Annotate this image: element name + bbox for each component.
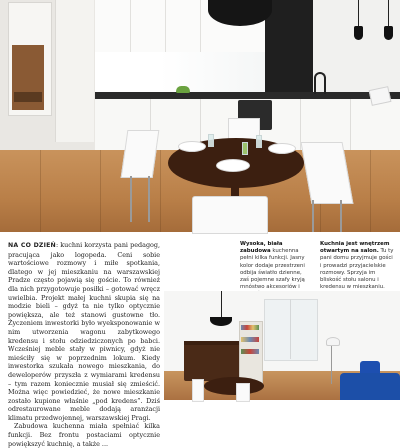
paragraph-2: Zabudowa kuchenna miała spełniać kilka funkcji. Bez frontu postaciami optycznie powiększyć kuchnię, a także ... <box>8 422 160 448</box>
glass <box>256 135 262 148</box>
front-chair <box>192 196 268 234</box>
cabinet-seam <box>165 0 166 52</box>
article-body <box>8 241 160 448</box>
pendant-lamp <box>384 26 393 40</box>
window-mullion <box>290 299 291 359</box>
glass <box>208 134 214 147</box>
books <box>241 325 259 330</box>
black-countertop <box>95 92 400 99</box>
floor-lamp <box>326 337 340 346</box>
alcove-shelf <box>14 92 42 102</box>
paragraph-1 <box>8 241 160 422</box>
blue-sofa <box>340 373 400 400</box>
chair-leg <box>148 176 150 222</box>
flower-vase <box>242 142 248 155</box>
paragraph-1-text: : kuchni korzysta pani pedagog, pracująca jako logopeda. Ceni sobie wartościowe rozmowy i miłe spotkania, dlatego w jej mieszkaniu na warszawskiej Pradze często pojawią się goście. To również dla nich przygotowuje posiłki – gotować wręcz uwielbia. Projekt małej kuchni skupia się na modzie bieli – gdyż ta nie tylko optycznie powiększa, ale też stanowi gustowne tło. Życzeniem inwestorki było wyeksponowanie w nim utworzenia wagonu zabytkowego kredensu i stołu odziedziczonych po babci. Wcześniej meble stały w piwnicy, gdyż nie mieściły się w poprzednim lokum. Kiedy inwestorka szukała nowego mieszkania, do deweloperów przyszła z wymiarami kredensu – tym razem koniecznie musiał się zmieścić. Można więc powiedzieć, że nowe mieszkanie zostało kupione właśnie „pod kredens”. Dziś odrestaurowane meble dodają aranżacji klimatu przedwojennej, warszawskiej Pragi. <box>8 241 160 422</box>
pendant-cord <box>358 0 359 28</box>
white-column <box>55 0 94 142</box>
sideboard-top <box>184 341 239 345</box>
floor-plank <box>370 150 371 232</box>
plant-bowl <box>176 86 190 93</box>
floor-plank <box>40 150 41 232</box>
floor-plank <box>100 150 101 232</box>
chair <box>192 379 204 402</box>
floor-plank <box>160 150 161 232</box>
window <box>264 299 318 361</box>
black-tall-cabinet <box>265 0 313 95</box>
caption-1-title: Wysoka, biała zabudowa <box>240 241 283 255</box>
plate <box>178 141 206 152</box>
chair <box>121 130 160 178</box>
cabinet-seam <box>350 99 351 157</box>
round-table <box>204 377 264 395</box>
caption-1-body: kuchenna pełni kilka funkcji. Jasny kolor dodaje przestrzeni odbija światło dzienne, zaś pojemne szafy kryją mnóstwo akcesoriów i <box>240 248 305 291</box>
right-wall <box>313 0 400 92</box>
faucet <box>314 72 326 94</box>
antique-sideboard <box>184 341 239 381</box>
caption-2-body: Tu ty pani domu przyjmuje gości i prowadzi przyjacielskie rozmowy. Sprzyja im bliskość stołu salonu i kredensu w mieszkaniu. <box>320 248 394 291</box>
photo-caption-2 <box>320 241 394 291</box>
window-light <box>160 52 270 92</box>
cabinet-seam <box>200 0 201 52</box>
cabinet-seam <box>130 0 131 52</box>
chair <box>236 383 250 402</box>
pendant-cord <box>388 0 389 28</box>
caption-2-title: Kuchnia jest wnętrzem otwartym na salon. <box>320 241 390 255</box>
living-room-photo <box>164 291 400 400</box>
chair-leg <box>130 176 132 222</box>
pendant-lamp <box>354 26 363 40</box>
chair-leg <box>340 200 342 232</box>
books <box>241 349 259 354</box>
books <box>241 337 259 342</box>
plate <box>216 159 250 172</box>
floor-lamp-pole <box>331 344 332 384</box>
plate <box>268 143 296 154</box>
lamp-cord <box>221 291 222 317</box>
chair-leg <box>312 200 314 232</box>
lead-label: NA CO DZIEŃ <box>8 242 56 249</box>
photo-caption-1 <box>240 241 312 299</box>
